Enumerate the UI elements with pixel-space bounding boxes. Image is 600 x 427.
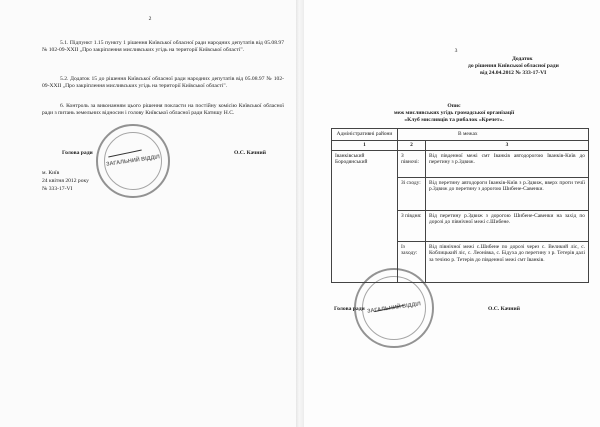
heading-line-3: «Клуб мисливців та рибалок «Кречет». bbox=[404, 117, 504, 123]
table-row bbox=[332, 150, 589, 177]
signature-name: О.С. Качний bbox=[234, 150, 266, 156]
paragraph-5-1: 5.1. Підпункт 1.15 пункту 1 рішення Київської обласної ради народних депутатів від 05.08.97 № 102-09-XXII „Про закріплення мисливських угідь на території Київської області". bbox=[42, 40, 284, 54]
date: 24 квітня 2012 року bbox=[42, 178, 89, 184]
boundary-text: Від південної межі смт Іванків автодорогою Іванків-Київ до перетину з р.Здвиж. bbox=[426, 150, 589, 177]
paragraph-6: 6. Контроль за виконанням цього рішення покласти на постійну комісію Київської обласної ради з питань земельних відносин і голову Київської обласної ради Катишу Н.С. bbox=[42, 103, 284, 117]
boundary-text: Від перетину автодороги Іванків-Київ з р.Здвиж, вверх проти течії р.Здвиж до перетину з дорогою Шибене-Савенки. bbox=[426, 177, 589, 210]
signature-title: Голова ради bbox=[334, 306, 365, 312]
boundary-text: Від північної межі с.Шибене по дорозі через с. Великий ліс, с. Коблицький ліс, с. Леонівка, с. Бідуха до перетину з р. Тетерів далі за течією р. Тетерів до південної межі смт Іванків. bbox=[426, 241, 589, 282]
header-districts: Адміністративні райони bbox=[332, 129, 398, 141]
annex-title: Додаток bbox=[512, 56, 533, 62]
place: м. Київ bbox=[42, 170, 60, 176]
boundary-text: Від перетину р.Здвиж з дорогою Шибене-Савенки на захід по дорозі до північної межі с.Шибене. bbox=[426, 210, 589, 241]
stamp-text: ЗАГАЛЬНИЙ ВІДДІЛ bbox=[366, 300, 422, 315]
page-number: 2 bbox=[148, 16, 152, 22]
column-number: 3 bbox=[426, 140, 589, 150]
page-fold bbox=[296, 0, 304, 427]
boundaries-table bbox=[331, 128, 589, 283]
signature-name: О.С. Качний bbox=[488, 306, 520, 312]
annex-line-1: до рішення Київської обласної ради bbox=[468, 63, 559, 69]
page-number: 3 bbox=[454, 48, 458, 54]
document-number: № 333-17-VI bbox=[42, 186, 73, 192]
side-cell: Зі сходу: bbox=[398, 177, 426, 210]
right-page bbox=[304, 0, 600, 427]
column-number: 1 bbox=[332, 140, 398, 150]
heading-line-2: меж мисливських угідь громадської організації bbox=[393, 110, 515, 116]
signature-title: Голова ради bbox=[62, 150, 93, 156]
side-cell: З півдня: bbox=[398, 210, 426, 241]
column-number: 2 bbox=[398, 140, 426, 150]
official-stamp bbox=[354, 268, 434, 348]
side-cell: З півночі: bbox=[398, 150, 426, 177]
annex-line-2: від 24.04.2012 № 333-17-VI bbox=[480, 70, 547, 76]
side-cell: Із заходу: bbox=[398, 241, 426, 282]
paragraph-5-2: 5.2. Додаток 15 до рішення Київської обласної ради народних депутатів від 05.08.97 № 102-09-XXII „Про закріплення мисливських угідь на території Київської області". bbox=[42, 76, 284, 90]
official-stamp bbox=[96, 124, 170, 198]
left-page bbox=[0, 0, 296, 427]
district-cell: Іванківський Бородянський bbox=[332, 150, 398, 282]
heading-opys: Опис bbox=[447, 103, 461, 109]
stamp-text: ЗАГАЛЬНИЙ ВІДДІЛ bbox=[105, 153, 161, 168]
header-boundaries: В межах bbox=[398, 129, 589, 141]
